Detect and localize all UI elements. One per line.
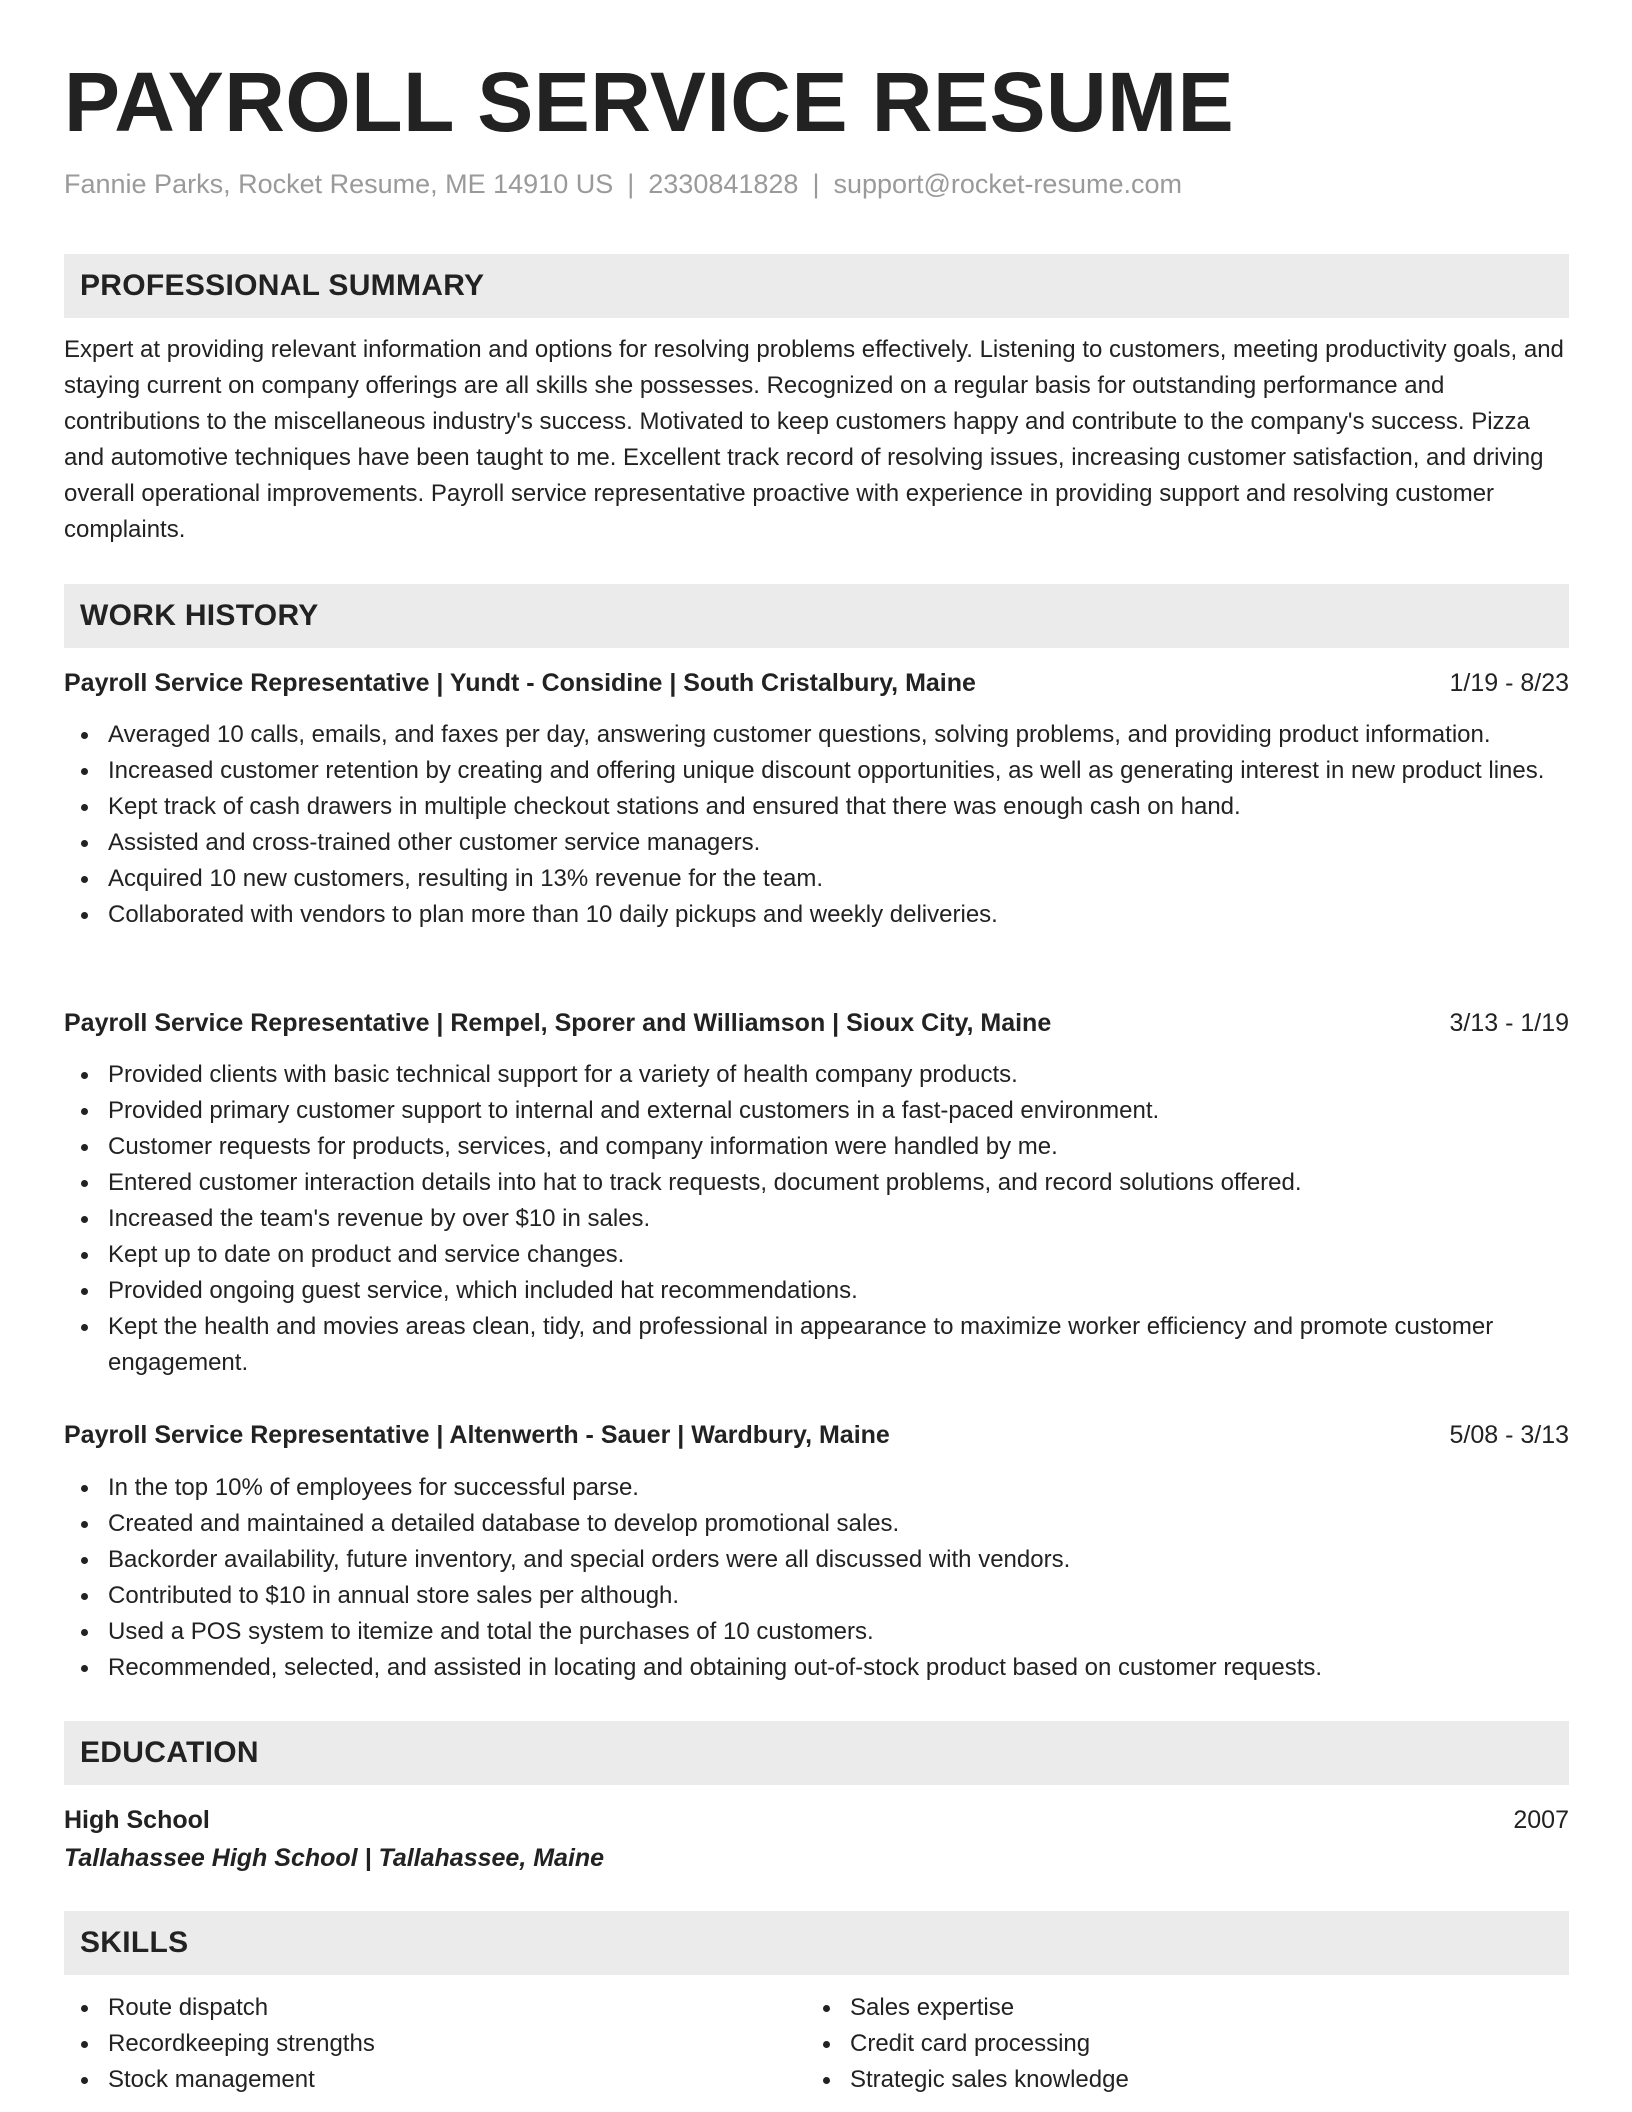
job-bullet: Provided primary customer support to internal and external customers in a fast-paced environment. bbox=[108, 1093, 1569, 1129]
resume-title: PAYROLL SERVICE RESUME bbox=[64, 55, 1235, 149]
job-bullet: Acquired 10 new customers, resulting in 13% revenue for the team. bbox=[108, 861, 1569, 897]
job-title: Payroll Service Representative | Altenwerth - Sauer | Wardbury, Maine bbox=[64, 1421, 890, 1449]
job-bullet-list bbox=[64, 1057, 1569, 1381]
job-bullet: In the top 10% of employees for successful parse. bbox=[108, 1470, 1569, 1506]
contact-address: Fannie Parks, Rocket Resume, ME 14910 US bbox=[64, 169, 614, 199]
skill-item: Credit card processing bbox=[850, 2026, 1632, 2062]
skills-section-header bbox=[64, 1911, 1569, 1975]
job-header bbox=[64, 665, 1569, 701]
contact-phone: 2330841828 bbox=[648, 169, 799, 199]
job-bullet: Increased customer retention by creating and offering unique discount opportunities, as well as generating interest in new product lines. bbox=[108, 753, 1569, 789]
job-dates: 3/13 - 1/19 bbox=[1449, 1009, 1569, 1037]
job-bullet: Assisted and cross-trained other customer service managers. bbox=[108, 825, 1569, 861]
job-bullet: Kept up to date on product and service changes. bbox=[108, 1237, 1569, 1273]
job-bullet: Increased the team's revenue by over $10 in sales. bbox=[108, 1201, 1569, 1237]
work-history-section-header bbox=[64, 584, 1569, 648]
job-bullet: Provided ongoing guest service, which included hat recommendations. bbox=[108, 1273, 1569, 1309]
job-dates: 5/08 - 3/13 bbox=[1449, 1421, 1569, 1449]
education-year: 2007 bbox=[1513, 1806, 1569, 1834]
summary-heading: PROFESSIONAL SUMMARY bbox=[80, 269, 485, 302]
summary-section-header bbox=[64, 254, 1569, 318]
job-title: Payroll Service Representative | Yundt - Considine | South Cristalbury, Maine bbox=[64, 669, 976, 697]
education-degree: High School bbox=[64, 1806, 210, 1834]
job-bullet: Kept track of cash drawers in multiple checkout stations and ensured that there was enough cash on hand. bbox=[108, 789, 1569, 825]
work-history-heading: WORK HISTORY bbox=[80, 599, 319, 632]
contact-separator: | bbox=[812, 169, 820, 199]
job-title: Payroll Service Representative | Rempel, Sporer and Williamson | Sioux City, Maine bbox=[64, 1009, 1052, 1037]
job-bullet: Used a POS system to itemize and total the purchases of 10 customers. bbox=[108, 1614, 1569, 1650]
job-bullet: Backorder availability, future inventory, and special orders were all discussed with vendors. bbox=[108, 1542, 1569, 1578]
job-bullet: Customer requests for products, services, and company information were handled by me. bbox=[108, 1129, 1569, 1165]
job-bullet: Kept the health and movies areas clean, tidy, and professional in appearance to maximize worker efficiency and promote customer engagement. bbox=[108, 1309, 1569, 1381]
skill-item: Strategic sales knowledge bbox=[850, 2062, 1632, 2098]
skill-item: Route dispatch bbox=[108, 1990, 1569, 2026]
job-bullet-list bbox=[64, 1470, 1569, 1686]
job-bullet: Entered customer interaction details into hat to track requests, document problems, and record solutions offered. bbox=[108, 1165, 1569, 1201]
job-bullet: Averaged 10 calls, emails, and faxes per day, answering customer questions, solving problems, and providing product information. bbox=[108, 717, 1569, 753]
job-header bbox=[64, 1417, 1569, 1453]
job-bullet: Provided clients with basic technical support for a variety of health company products. bbox=[108, 1057, 1569, 1093]
skills-heading: SKILLS bbox=[80, 1926, 189, 1959]
job-bullet: Recommended, selected, and assisted in locating and obtaining out-of-stock product based on customer requests. bbox=[108, 1650, 1569, 1686]
contact-email: support@rocket-resume.com bbox=[833, 169, 1182, 199]
job-bullet-list bbox=[64, 717, 1569, 933]
job-header bbox=[64, 1005, 1569, 1041]
job-bullet: Contributed to $10 in annual store sales per although. bbox=[108, 1578, 1569, 1614]
job-bullet: Collaborated with vendors to plan more than 10 daily pickups and weekly deliveries. bbox=[108, 897, 1569, 933]
job-bullet: Created and maintained a detailed database to develop promotional sales. bbox=[108, 1506, 1569, 1542]
contact-line bbox=[64, 166, 1182, 202]
education-school: Tallahassee High School | Tallahassee, Maine bbox=[64, 1844, 605, 1872]
skills-list-right bbox=[806, 1990, 1632, 2098]
contact-separator: | bbox=[627, 169, 635, 199]
education-heading: EDUCATION bbox=[80, 1736, 259, 1769]
education-header bbox=[64, 1802, 1569, 1838]
skill-item: Sales expertise bbox=[850, 1990, 1632, 2026]
job-dates: 1/19 - 8/23 bbox=[1449, 669, 1569, 697]
summary-text: Expert at providing relevant information and options for resolving problems effectively. Listening to customers, meeting productivity goals, and staying current on company offerings are all skills she possesses. Recognized on a regular basis for outstanding performance and contributions to the miscellaneous industry's success. Motivated to keep customers happy and contribute to the company's success. Pizza and automotive techniques have been taught to me. Excellent track record of resolving issues, increasing customer satisfaction, and driving overall operational improvements. Payroll service representative proactive with experience in providing support and resolving customer complaints. bbox=[64, 336, 1564, 543]
education-section-header bbox=[64, 1721, 1569, 1785]
skill-item: Recordkeeping strengths bbox=[108, 2026, 1569, 2062]
skill-item: Stock management bbox=[108, 2062, 1569, 2098]
